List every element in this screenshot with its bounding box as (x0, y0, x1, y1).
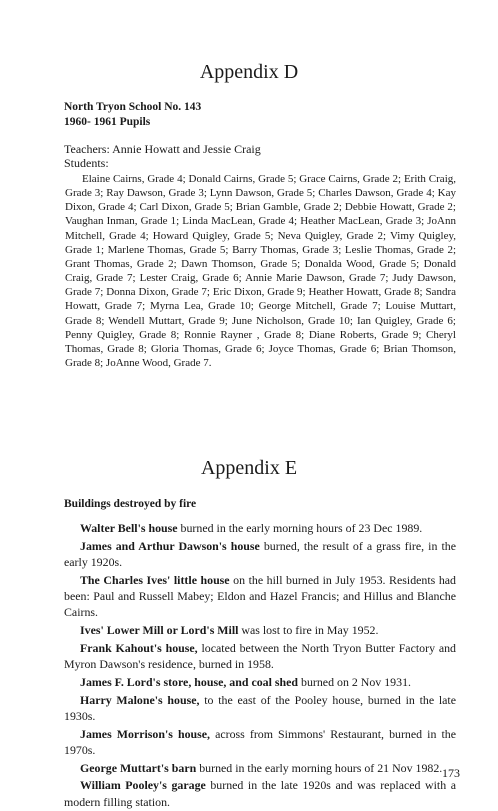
appendix-e-title: Appendix E (200, 457, 298, 479)
appendix-d-section (64, 100, 456, 370)
fire-entry-name: Ives' Lower Mill or Lord's Mill (80, 623, 239, 637)
fire-entry-text: burned in the early morning hours of 23 Dec 1989. (177, 521, 423, 535)
fire-entry-name: The Charles Ives' little house (80, 572, 230, 587)
fire-buildings-heading: Buildings destroyed by fire (64, 498, 197, 510)
fire-entry (64, 674, 456, 690)
fire-entry (64, 520, 456, 536)
fire-entry-name: James Morrison's house, (80, 726, 211, 741)
fire-entry-name: James and Arthur Dawson's house (80, 538, 260, 553)
fire-entry-name: Walter Bell's house (80, 521, 178, 535)
fire-entry-text: was lost to fire in May 1952. (238, 623, 379, 637)
fire-entry-name: Frank Kahout's house, (80, 640, 198, 655)
appendix-e-section (64, 497, 456, 811)
fire-entry-text: burned in the late 1920s and was replaced with a modern filling station. (64, 778, 456, 809)
appendix-d-title: Appendix D (199, 61, 299, 83)
fire-entry-text: burned in the early morning hours of 21 Nov 1982. (196, 760, 443, 775)
fire-entry (64, 538, 456, 570)
fire-entry (64, 777, 456, 809)
fire-entry-text: on the hill burned in July 1953. Residents had been: Paul and Russell Mabey; Eldon and Hazel Francis; and Hillus and Blanche Cairns. (64, 572, 456, 620)
students-list: Elaine Cairns, Grade 4; Donald Cairns, Grade 5; Grace Cairns, Grade 2; Erith Craig, Grade 3; Ray Dawson, Grade 3; Lynn Dawson, Grade 5; Charles Dawson, Grade 4; Kay Dixon, Grade 4; Carl Dixon, Grade 5; Brian Gamble, Grade 2; Debbie Howatt, Grade 2; Vaughan Inman, Grade 1; Linda MacLean, Grade 4; Heather MacLean, Grade 3; JoAnn Mitchell, Grade 4; Howard Quigley, Grade 5; Neva Quigley, Grade 2; Vimy Quigley, Grade 1; Marlene Thomas, Grade 5; Barry Thomas, Grade 3; Leslie Thomas, Grade 2; Grant Thomas, Grade 2; Dawn Thomson, Grade 5; Donalda Wood, Grade 5; Donald Craig, Grade 7; Lester Craig, Grade 6; Annie Marie Dawson, Grade 7; Judy Dawson, Grade 7; Donna Dixon, Grade 7; Eric Dixon, Grade 9; Heather Howatt, Grade 8; Sandra Howatt, Grade 7; Myrna Lea, Grade 10; George Mitchell, Grade 7; Louise Muttart, Grade 8; Wendell Muttart, Grade 9; June Nicholson, Grade 10; Ian Quigley, Grade 6; Penny Quigley, Grade 8; Ronnie Rayner , Grade 8; Diane Roberts, Grade 9; Cheryl Thomas, Grade 8; Gloria Thomas, Grade 6; Joyce Thomas, Grade 6; Brian Thomson, Grade 8; JoAnne Wood, Grade 7. (65, 173, 456, 370)
fire-entry (64, 640, 456, 672)
school-year: 1960- 1961 Pupils (64, 116, 151, 128)
fire-entry-name: Harry Malone's house, (80, 692, 200, 707)
fire-entry-name: William Pooley's garage (80, 778, 206, 793)
fire-entry (64, 726, 456, 758)
fire-entry (64, 692, 456, 724)
fire-entry-text: burned, the result of a grass fire, in the early 1920s. (64, 538, 456, 569)
fire-entry-name: James F. Lord's store, house, and coal shed (80, 674, 299, 689)
students-label: Students: (64, 156, 109, 170)
fire-entry (64, 572, 456, 621)
fire-entry-text: to the east of the Pooley house, burned in the late 1930s. (64, 692, 456, 723)
fire-entry (64, 622, 456, 638)
teachers-line: Teachers: Annie Howatt and Jessie Craig (64, 142, 261, 156)
fire-entry (64, 760, 456, 776)
page-number: 173 (442, 766, 460, 780)
fire-entry-name: George Muttart's barn (80, 760, 197, 775)
school-name: North Tryon School No. 143 (64, 101, 202, 113)
fire-entry-text: located between the North Tryon Butter Factory and Myron Dawson's residence, burned in 1958. (64, 640, 456, 671)
fire-entry-text: burned on 2 Nov 1931. (298, 674, 411, 689)
fire-entry-text: across from Simmons' Restaurant, burned in the 1970s. (64, 726, 457, 757)
